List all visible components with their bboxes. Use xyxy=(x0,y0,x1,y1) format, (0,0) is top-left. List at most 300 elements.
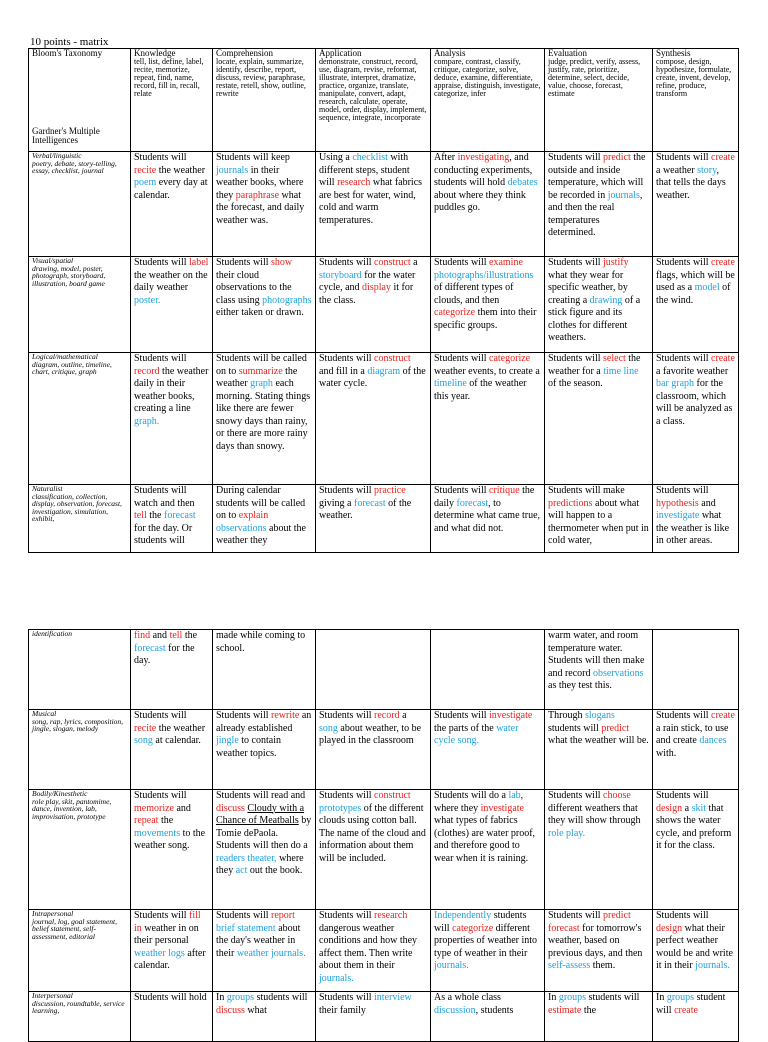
cell-text: by Tomie dePaola. Students will then do a xyxy=(216,815,312,851)
verb-keyword: categorize xyxy=(489,353,531,364)
header-comprehension xyxy=(213,49,316,152)
cell-synthesis xyxy=(653,710,739,790)
cell-text: weather in on their personal xyxy=(134,922,199,946)
product-keyword: movements xyxy=(134,827,181,839)
verb-keyword: tell xyxy=(134,510,147,521)
product-keyword: groups xyxy=(226,992,255,1003)
column-verbs: demonstrate, construct, record, use, diagram, revise, reformat, illustrate, interpret, dramatize, practice, organize, translate, manipulate, convert, adapt, research, calculate, operate, model, order, display, implement, sequence, integrate, incorporate xyxy=(319,57,427,122)
cell-text: the weather xyxy=(156,164,206,176)
cell-text: for tomorrow's weather, based on previous days, and then xyxy=(548,922,643,959)
cell-text: every day at calendar. xyxy=(134,177,208,201)
cell-text: their family xyxy=(319,1004,366,1016)
cell-knowledge xyxy=(131,257,213,353)
header-evaluation xyxy=(545,49,653,152)
product-keyword: Independently xyxy=(434,910,492,921)
verb-keyword: create xyxy=(711,152,735,163)
cell-evaluation xyxy=(545,710,653,790)
product-keyword: forecast xyxy=(456,497,489,509)
cell-text: Students will xyxy=(434,485,490,496)
cell-text: Students will xyxy=(434,710,490,721)
cell-text: , to determine what came true, and what did not. xyxy=(434,497,541,534)
cell-analysis xyxy=(431,152,545,257)
cell-comprehension xyxy=(213,353,316,485)
column-title: Evaluation xyxy=(548,48,587,58)
cell-evaluation xyxy=(545,630,653,710)
row-label xyxy=(29,790,131,910)
cell-analysis xyxy=(431,485,545,553)
cell-text: about weather, to be played in the classroom xyxy=(319,722,422,746)
header-application xyxy=(316,49,431,152)
product-keyword: photographs/illustrations xyxy=(434,269,534,281)
product-keyword: song xyxy=(319,722,338,734)
cell-text: an already established xyxy=(216,710,312,734)
cell-text: Students will xyxy=(319,910,375,921)
cell-text: Students will xyxy=(656,910,709,921)
intelligence-activities: discussion, roundtable, service learning, xyxy=(32,998,125,1015)
product-keyword: forecast xyxy=(134,642,166,654)
product-keyword: lab xyxy=(508,790,521,801)
cell-text: of a stick figure and its clothes for different weathers. xyxy=(548,294,641,343)
cell-knowledge xyxy=(131,353,213,485)
cell-text: Using a xyxy=(319,152,353,163)
product-keyword: journals xyxy=(607,189,640,201)
cell-text: the weather daily in their weather books, creating a line xyxy=(134,365,209,414)
product-keyword: observations xyxy=(216,522,267,534)
cell-text: Students will be called on to xyxy=(216,353,307,377)
cell-text: of the weather this year. xyxy=(434,378,527,402)
cell-synthesis xyxy=(653,485,739,553)
cell-text: Students will make xyxy=(548,485,625,496)
cell-analysis xyxy=(431,790,545,910)
cell-text: Students will xyxy=(134,152,187,163)
cell-text: in their weather books, where they xyxy=(216,164,304,201)
cell-text: the xyxy=(182,630,198,641)
cell-text: different weathers that they will show through xyxy=(548,802,641,826)
verb-keyword: fill in xyxy=(134,910,201,934)
cell-text: , that tells the days weather. xyxy=(656,164,726,201)
verb-keyword: create xyxy=(711,257,735,268)
cell-text: Students will xyxy=(134,353,187,364)
cell-text: Students will xyxy=(134,790,187,801)
cell-evaluation xyxy=(545,910,653,992)
cell-text: the weather xyxy=(156,722,206,734)
cell-text: In xyxy=(548,992,559,1003)
cell-text: students will xyxy=(254,992,308,1003)
cell-comprehension xyxy=(213,152,316,257)
cell-text: of the wind. xyxy=(656,282,731,306)
verb-keyword: discuss xyxy=(216,1004,245,1016)
cell-text: , students xyxy=(475,1004,514,1016)
product-keyword: time line xyxy=(603,365,639,377)
cell-text: Students will xyxy=(319,257,375,268)
intelligence-name: Musical xyxy=(32,709,57,718)
cell-knowledge xyxy=(131,485,213,553)
column-title: Knowledge xyxy=(134,48,176,58)
cell-text: Students will xyxy=(548,152,604,163)
verb-keyword: forecast xyxy=(548,922,580,934)
cell-analysis xyxy=(431,353,545,485)
verb-keyword: create xyxy=(711,353,735,364)
product-keyword: poster. xyxy=(134,294,161,306)
verb-keyword: rewrite xyxy=(271,710,300,721)
product-keyword: storyboard xyxy=(319,269,362,281)
verb-keyword: construct xyxy=(374,353,411,364)
cell-text: what the weather is like in other areas. xyxy=(656,510,730,546)
cell-text: as they test this. xyxy=(548,680,612,691)
product-keyword: graph. xyxy=(134,415,160,427)
cell-text: out the book. xyxy=(247,865,303,876)
cell-text: for the day. xyxy=(134,642,195,666)
cell-text: Students will hold xyxy=(134,992,207,1003)
intelligence-name: Bodily/Kinesthetic xyxy=(32,789,88,798)
cell-text: Students will do a xyxy=(434,790,509,801)
cell-comprehension xyxy=(213,992,316,1042)
cell-text: the weather xyxy=(216,365,298,389)
intelligence-name: Interpersonal xyxy=(32,991,73,1000)
cell-synthesis xyxy=(653,353,739,485)
cell-text: and xyxy=(150,630,170,641)
cell-knowledge xyxy=(131,152,213,257)
cell-text: Students will xyxy=(548,353,604,364)
header-analysis xyxy=(431,49,545,152)
cell-text: each morning. Stating things like there are fewer snowy days than rainy, or there are more rainy days than snowy. xyxy=(216,378,311,452)
cell-text: students will xyxy=(434,910,527,934)
cell-text: what xyxy=(244,1004,267,1016)
cell-text: what the forecast, and daily weather was. xyxy=(216,189,305,226)
cell-text: about the weather they xyxy=(216,522,306,546)
product-keyword: weather journals. xyxy=(236,947,306,959)
cell-text: the outside and inside temperature, which will be recorded in xyxy=(548,152,646,201)
verb-keyword: critique xyxy=(489,485,520,496)
cell-synthesis xyxy=(653,257,739,353)
cell-evaluation xyxy=(545,485,653,553)
cell-text: at calendar. xyxy=(152,735,201,746)
cell-text: Students will xyxy=(548,257,604,268)
cell-analysis xyxy=(431,710,545,790)
cell-text: Students will xyxy=(216,257,272,268)
verb-keyword: categorize xyxy=(434,307,476,318)
cell-analysis xyxy=(431,992,545,1042)
cell-text: In xyxy=(216,992,227,1003)
verb-keyword: categorize xyxy=(452,922,494,934)
cell-text: the parts of the xyxy=(434,722,497,734)
cell-text: a rain stick, to use and create xyxy=(656,722,729,746)
cell-text: Students will xyxy=(656,790,709,801)
verb-keyword: find xyxy=(134,630,151,641)
cell-text: the xyxy=(581,1004,597,1016)
product-keyword: photographs xyxy=(262,294,312,306)
intelligence-row xyxy=(29,485,739,553)
cell-text: after calendar. xyxy=(134,947,206,971)
intelligence-name: Naturalist xyxy=(32,484,63,493)
cell-text: Students will read and xyxy=(216,790,306,801)
verb-keyword: examine xyxy=(489,257,523,268)
cell-text: a xyxy=(682,802,692,814)
intelligence-row xyxy=(29,630,739,710)
cell-comprehension xyxy=(213,910,316,992)
verb-keyword: predictions xyxy=(548,497,593,509)
intelligence-activities: journal, log, goal statement, belief statement, self-assessment, editorial xyxy=(32,916,117,941)
cell-application xyxy=(316,790,431,910)
cell-text: Students will xyxy=(656,152,712,163)
product-keyword: skit xyxy=(691,802,707,814)
intelligence-activities: diagram, outline, timeline, chart, critique, graph xyxy=(32,359,112,376)
cell-text: for the water cycle, and xyxy=(319,269,416,293)
cell-text: warm water, and room temperature water. Students will then make and record xyxy=(548,630,645,679)
cell-text: the xyxy=(158,815,174,826)
cell-text: with different steps, student will xyxy=(319,152,410,188)
verb-keyword: record xyxy=(374,710,400,721)
cell-text: giving a xyxy=(319,497,354,509)
cell-text: Students will xyxy=(319,353,375,364)
cell-text: what types of fabrics (clothes) are water proof, and therefore good to wear when it is raining. xyxy=(434,815,536,864)
intelligence-name: Visual/spatial xyxy=(32,256,74,265)
cell-text: Cloudy with a Chance of Meatballs xyxy=(216,802,305,826)
product-keyword: prototypes xyxy=(319,802,362,814)
cell-synthesis xyxy=(653,152,739,257)
cell-text: where they xyxy=(216,852,304,876)
cell-text: the weather for a xyxy=(548,353,641,377)
cell-text: Students will xyxy=(656,710,712,721)
cell-synthesis xyxy=(653,910,739,992)
intelligence-name: Logical/mathematical xyxy=(32,352,98,361)
verb-keyword: label xyxy=(189,257,209,268)
column-title: Analysis xyxy=(434,48,466,58)
cell-text: with. xyxy=(656,747,677,759)
product-keyword: brief statement xyxy=(216,922,276,934)
cell-text: a favorite weather xyxy=(656,365,729,377)
cell-text: of the weather. xyxy=(319,497,412,521)
gardner-intelligences-label: Gardner's Multiple Intelligences xyxy=(32,126,100,145)
page-title: 10 points - matrix xyxy=(30,36,109,48)
product-keyword: groups xyxy=(666,992,695,1003)
product-keyword: journals. xyxy=(319,972,354,984)
product-keyword: weather logs xyxy=(134,947,185,959)
cell-text: it for the class. xyxy=(319,282,414,306)
cell-text: what fabrics are best for water, wind, cold and warm temperatures. xyxy=(319,177,423,226)
row-label xyxy=(29,485,131,553)
verb-keyword: construct xyxy=(374,257,411,268)
cell-text: Students will xyxy=(319,485,375,496)
cell-text: Students will xyxy=(434,257,490,268)
cell-knowledge xyxy=(131,992,213,1042)
verb-keyword: estimate xyxy=(548,1004,582,1016)
verb-keyword: investigate xyxy=(489,710,533,721)
cell-application xyxy=(316,485,431,553)
cell-text: Students will xyxy=(319,992,375,1003)
intelligence-activities: identification xyxy=(32,629,72,638)
cell-text: what they wear for specific weather, by creating a xyxy=(548,269,628,306)
row-label xyxy=(29,710,131,790)
cell-text: what their perfect weather would be and write it in their xyxy=(656,922,733,971)
cell-text: either taken or drawn. xyxy=(216,307,304,318)
cell-analysis xyxy=(431,910,545,992)
verb-keyword: summarize xyxy=(238,365,283,377)
cell-text: dangerous weather conditions and how they affect them. Then write about them in their xyxy=(319,922,418,971)
cell-comprehension xyxy=(213,485,316,553)
cell-text: Students will xyxy=(548,790,604,801)
verb-keyword: select xyxy=(603,353,626,364)
cell-text: As a whole class xyxy=(434,992,501,1003)
intelligence-row xyxy=(29,790,739,910)
column-title: Synthesis xyxy=(656,48,691,58)
cell-application xyxy=(316,353,431,485)
cell-text: made while coming to school. xyxy=(216,630,306,654)
verb-keyword: show xyxy=(271,257,293,268)
product-keyword: groups xyxy=(558,992,587,1003)
verb-keyword: discuss xyxy=(216,802,245,814)
cell-evaluation xyxy=(545,152,653,257)
column-verbs: locate, explain, summarize, identify, describe, report, discuss, review, paraphrase, restate, retell, show, outline, rewrite xyxy=(216,57,306,98)
intelligence-activities: classification, collection, display, observation, forecast, investigation, simulation, exhibit, xyxy=(32,491,122,523)
product-keyword: readers theater, xyxy=(216,852,277,864)
product-keyword: journals. xyxy=(695,960,730,971)
cell-text: a weather xyxy=(656,164,698,176)
cell-text: In xyxy=(656,992,667,1003)
column-verbs: compose, design, hypothesize, formulate, create, invent, develop, refine, produce, transform xyxy=(656,57,732,98)
cell-text: , where they xyxy=(434,790,524,814)
cell-text: , and conducting experiments, students will hold xyxy=(434,152,533,188)
verb-keyword: choose xyxy=(603,790,631,801)
cell-analysis xyxy=(431,630,545,710)
cell-knowledge xyxy=(131,790,213,910)
column-title: Application xyxy=(319,48,362,58)
cell-text: Students will xyxy=(134,257,190,268)
verb-keyword: investigating xyxy=(457,152,510,163)
cell-text: about the day's weather in their xyxy=(216,922,301,959)
product-keyword: poem xyxy=(134,177,157,188)
cell-synthesis xyxy=(653,790,739,910)
intelligence-activities: role play, skit, pantomime, dance, invention, lab, improvisation, prototype xyxy=(32,796,112,821)
cell-text: and xyxy=(698,497,716,509)
cell-text: them into their specific groups. xyxy=(434,307,537,331)
cell-text: students will xyxy=(586,992,640,1003)
cell-synthesis xyxy=(653,630,739,710)
verb-keyword: tell xyxy=(169,630,183,641)
row-label xyxy=(29,910,131,992)
verb-keyword: memorize xyxy=(134,802,174,814)
cell-text: of the water cycle. xyxy=(319,365,426,389)
cell-text: the weather on the daily weather xyxy=(134,269,208,293)
cell-text: them. xyxy=(590,960,616,971)
verb-keyword: research xyxy=(374,910,408,921)
verb-keyword: predict xyxy=(603,152,631,163)
cell-comprehension xyxy=(213,257,316,353)
verb-keyword: justify xyxy=(603,257,629,268)
matrix-table-page-2 xyxy=(28,629,739,1042)
cell-text: Students will xyxy=(134,910,190,921)
row-label xyxy=(29,630,131,710)
cell-evaluation xyxy=(545,992,653,1042)
cell-text: Students will xyxy=(216,710,272,721)
cell-knowledge xyxy=(131,910,213,992)
intelligence-name: Verbal/linguistic xyxy=(32,151,82,160)
cell-text: about what will happen to a thermometer when put in cold water, xyxy=(548,497,649,546)
cell-text: Through xyxy=(548,710,585,721)
cell-text: the xyxy=(146,510,164,521)
blooms-taxonomy-label: Bloom's Taxonomy xyxy=(32,48,103,58)
cell-text: a xyxy=(399,710,407,721)
cell-text: Students will xyxy=(656,353,712,364)
verb-keyword: investigate xyxy=(480,802,524,814)
verb-keyword: hypothesis xyxy=(656,497,699,509)
cell-evaluation xyxy=(545,257,653,353)
product-keyword: jingle xyxy=(216,735,239,746)
cell-text: for the day. Or students will xyxy=(134,522,193,546)
cell-application xyxy=(316,630,431,710)
cell-text: Students will xyxy=(319,710,375,721)
cell-text: Students will xyxy=(319,790,375,801)
intelligence-activities: drawing, model, poster, photograph, storyboard, illustration, board game xyxy=(32,263,106,288)
product-keyword: model xyxy=(694,282,720,293)
cell-text: students will xyxy=(548,722,602,734)
intelligence-activities: poetry, debate, story-telling, essay, checklist, journal xyxy=(32,158,117,175)
product-keyword: role play. xyxy=(548,827,586,839)
product-keyword: slogans xyxy=(584,710,615,721)
intelligence-row xyxy=(29,910,739,992)
intelligence-activities: song, rap, lyrics, composition, jingle, slogan, melody xyxy=(32,716,124,733)
cell-text: to the weather song. xyxy=(134,827,206,851)
intelligence-row xyxy=(29,710,739,790)
product-keyword: water cycle song. xyxy=(434,722,519,746)
cell-text: During calendar students will be called on to xyxy=(216,485,306,521)
product-keyword: dances xyxy=(699,735,727,746)
cell-text: Students will xyxy=(134,710,187,721)
column-verbs: compare, contrast, classify, critique, categorize, solve, deduce, examine, differentiate, appraise, distinguish, investigate, categorize, infer xyxy=(434,57,541,98)
verb-keyword: predict xyxy=(603,910,631,921)
cell-text: for the classroom, which will be analyzed as a class. xyxy=(656,378,733,427)
verb-keyword: create xyxy=(711,710,735,721)
verb-keyword: construct xyxy=(374,790,411,801)
column-verbs: judge, predict, verify, assess, justify, rate, prioritize, determine, select, decide, value, choose, forecast, estimate xyxy=(548,57,641,98)
product-keyword: song xyxy=(134,735,153,746)
cell-text: flags, which will be used as a xyxy=(656,269,735,293)
product-keyword: investigate xyxy=(656,510,700,521)
cell-knowledge xyxy=(131,710,213,790)
row-label xyxy=(29,353,131,485)
cell-text: Students will keep xyxy=(216,152,290,163)
verb-keyword: design xyxy=(656,802,683,814)
cell-text: Students will xyxy=(216,910,272,921)
cell-application xyxy=(316,152,431,257)
cell-evaluation xyxy=(545,353,653,485)
cell-text: Students will xyxy=(548,910,604,921)
cell-comprehension xyxy=(213,630,316,710)
verb-keyword: explain xyxy=(238,510,269,521)
verb-keyword: recite xyxy=(134,722,157,734)
product-keyword: timeline xyxy=(434,378,467,389)
cell-text: student will xyxy=(656,992,726,1016)
cell-text: Students will xyxy=(434,353,490,364)
intelligence-row xyxy=(29,353,739,485)
cell-comprehension xyxy=(213,710,316,790)
cell-application xyxy=(316,257,431,353)
cell-text: weather events, to create a xyxy=(434,365,540,377)
product-keyword: graph xyxy=(250,378,273,389)
cell-text: that shows the water cycle, and preform it for the class. xyxy=(656,802,732,851)
product-keyword: journals. xyxy=(434,960,469,971)
cell-application xyxy=(316,992,431,1042)
cell-text: different properties of weather into type of weather in their xyxy=(434,922,538,959)
product-keyword: debates xyxy=(507,177,538,188)
product-keyword: interview xyxy=(374,992,412,1003)
cell-text: to contain weather topics. xyxy=(216,735,281,759)
cell-text: Students will xyxy=(656,257,712,268)
cell-application xyxy=(316,710,431,790)
verb-keyword: report xyxy=(271,910,295,921)
product-keyword: forecast xyxy=(354,497,386,509)
cell-text: the daily xyxy=(434,485,535,509)
